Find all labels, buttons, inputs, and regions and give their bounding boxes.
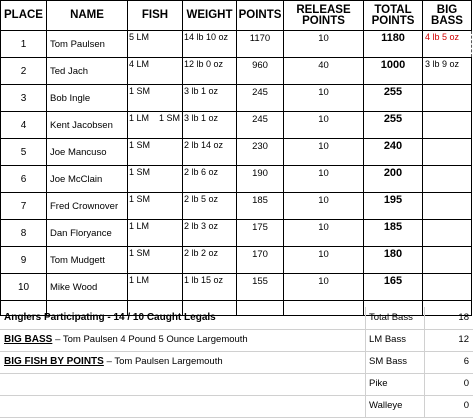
name-cell: Kent Jacobsen xyxy=(47,112,128,139)
total-points-cell: 180 xyxy=(364,247,423,274)
total-points-cell: 255 xyxy=(364,112,423,139)
total-points-cell: 185 xyxy=(364,220,423,247)
points-cell: 1170 xyxy=(237,31,284,58)
header-points: POINTS xyxy=(237,1,284,31)
total-points-cell: 195 xyxy=(364,193,423,220)
name-cell: Joe Mancuso xyxy=(47,139,128,166)
table-row xyxy=(1,58,472,85)
name-cell: Joe McClain xyxy=(47,166,128,193)
total-points-cell: 1180 xyxy=(364,31,423,58)
walleye-label: Walleye xyxy=(369,400,403,411)
fish-cell: 5 LM xyxy=(128,31,183,58)
points-cell: 175 xyxy=(237,220,284,247)
fish-cell: 1 SM xyxy=(128,139,183,166)
anglers-label: Anglers Participating xyxy=(4,312,105,323)
place-cell: 6 xyxy=(1,166,47,193)
release-points-cell: 10 xyxy=(284,31,364,58)
big-fish-summary-value: – Tom Paulsen Largemouth xyxy=(106,356,223,367)
release-points-cell: 10 xyxy=(284,220,364,247)
release-points-cell: 10 xyxy=(284,193,364,220)
big-fish-summary xyxy=(4,356,223,367)
points-cell: 245 xyxy=(237,112,284,139)
name-cell: Ted Jach xyxy=(47,58,128,85)
weight-cell: 1 lb 15 oz xyxy=(183,274,237,301)
table-row xyxy=(1,193,472,220)
header-weight: WEIGHT xyxy=(183,1,237,31)
release-points-cell: 10 xyxy=(284,85,364,112)
summary-row-pike xyxy=(0,373,473,396)
total-points-cell: 240 xyxy=(364,139,423,166)
big-bass-cell xyxy=(423,112,472,139)
summary-section xyxy=(0,307,473,419)
release-points-cell: 10 xyxy=(284,139,364,166)
name-cell: Bob Ingle xyxy=(47,85,128,112)
weight-cell: 3 lb 1 oz xyxy=(183,112,237,139)
anglers-value: - 14 / 10 Caught Legals xyxy=(107,312,216,323)
points-cell: 185 xyxy=(237,193,284,220)
total-bass-value: 18 xyxy=(458,312,469,323)
weight-cell: 2 lb 6 oz xyxy=(183,166,237,193)
anglers-participating xyxy=(4,312,216,323)
total-points-cell: 165 xyxy=(364,274,423,301)
header-name: NAME xyxy=(47,1,128,31)
big-bass-cell xyxy=(423,85,472,112)
table-row xyxy=(1,247,472,274)
points-cell: 960 xyxy=(237,58,284,85)
total-points-cell: 200 xyxy=(364,166,423,193)
fish-cell: 1 LM xyxy=(128,220,183,247)
sm-bass-label: SM Bass xyxy=(369,356,408,367)
header-big-bass: BIG BASS xyxy=(423,1,472,31)
name-cell: Tom Paulsen xyxy=(47,31,128,58)
big-bass-cell: 3 lb 9 oz xyxy=(423,58,472,85)
place-cell: 1 xyxy=(1,31,47,58)
lm-bass-value: 12 xyxy=(458,334,469,345)
name-cell: Dan Floryance xyxy=(47,220,128,247)
place-cell: 10 xyxy=(1,274,47,301)
summary-row-anglers xyxy=(0,307,473,330)
release-points-cell: 40 xyxy=(284,58,364,85)
fish-cell: 1 SM xyxy=(128,193,183,220)
total-points-cell: 255 xyxy=(364,85,423,112)
points-cell: 245 xyxy=(237,85,284,112)
points-cell: 230 xyxy=(237,139,284,166)
summary-row-big-fish xyxy=(0,351,473,374)
big-bass-cell xyxy=(423,166,472,193)
header-release-points: RELEASE POINTS xyxy=(284,1,364,31)
header-total-points: TOTAL POINTS xyxy=(364,1,423,31)
table-row xyxy=(1,139,472,166)
big-bass-cell xyxy=(423,139,472,166)
release-points-cell: 10 xyxy=(284,166,364,193)
name-cell: Tom Mudgett xyxy=(47,247,128,274)
place-cell: 2 xyxy=(1,58,47,85)
big-bass-cell: 4 lb 5 oz xyxy=(423,31,472,58)
total-bass-label: Total Bass xyxy=(369,312,413,323)
total-points-cell: 1000 xyxy=(364,58,423,85)
walleye-value: 0 xyxy=(463,400,469,411)
points-cell: 155 xyxy=(237,274,284,301)
place-cell: 8 xyxy=(1,220,47,247)
big-bass-cell xyxy=(423,220,472,247)
header-row xyxy=(1,1,472,31)
big-fish-summary-label: BIG FISH BY POINTS xyxy=(4,356,104,367)
summary-row-big-bass xyxy=(0,329,473,352)
place-cell: 4 xyxy=(1,112,47,139)
weight-cell: 12 lb 0 oz xyxy=(183,58,237,85)
big-bass-cell xyxy=(423,193,472,220)
name-cell: Mike Wood xyxy=(47,274,128,301)
name-cell: Fred Crownover xyxy=(47,193,128,220)
big-bass-summary xyxy=(4,334,248,345)
release-points-cell: 10 xyxy=(284,247,364,274)
weight-cell: 2 lb 3 oz xyxy=(183,220,237,247)
table-row xyxy=(1,274,472,301)
lm-bass-label: LM Bass xyxy=(369,334,406,345)
big-bass-summary-label: BIG BASS xyxy=(4,334,53,345)
fish-cell: 1 SM xyxy=(128,247,183,274)
place-cell: 9 xyxy=(1,247,47,274)
place-cell: 5 xyxy=(1,139,47,166)
pike-label: Pike xyxy=(369,378,388,389)
big-bass-cell xyxy=(423,247,472,274)
header-place: PLACE xyxy=(1,1,47,31)
weight-cell: 14 lb 10 oz xyxy=(183,31,237,58)
release-points-cell: 10 xyxy=(284,274,364,301)
fish-cell: 1 LM xyxy=(128,274,183,301)
header-fish: FISH xyxy=(128,1,183,31)
big-bass-cell xyxy=(423,274,472,301)
table-row xyxy=(1,85,472,112)
points-cell: 190 xyxy=(237,166,284,193)
weight-cell: 2 lb 2 oz xyxy=(183,247,237,274)
fish-cell: 1 SM xyxy=(128,85,183,112)
big-bass-summary-value: – Tom Paulsen 4 Pound 5 Ounce Largemouth xyxy=(55,334,248,345)
weight-cell: 3 lb 1 oz xyxy=(183,85,237,112)
place-cell: 3 xyxy=(1,85,47,112)
pike-value: 0 xyxy=(463,378,469,389)
table-row xyxy=(1,112,472,139)
weight-cell: 2 lb 5 oz xyxy=(183,193,237,220)
fish-cell: 4 LM xyxy=(128,58,183,85)
table-row xyxy=(1,31,472,58)
weight-cell: 2 lb 14 oz xyxy=(183,139,237,166)
points-cell: 170 xyxy=(237,247,284,274)
table-row xyxy=(1,166,472,193)
fish-cell: 1 LM 1 SM xyxy=(128,112,183,139)
fish-cell: 1 SM xyxy=(128,166,183,193)
table-row xyxy=(1,220,472,247)
place-cell: 7 xyxy=(1,193,47,220)
release-points-cell: 10 xyxy=(284,112,364,139)
summary-row-walleye xyxy=(0,395,473,418)
sm-bass-value: 6 xyxy=(463,356,469,367)
